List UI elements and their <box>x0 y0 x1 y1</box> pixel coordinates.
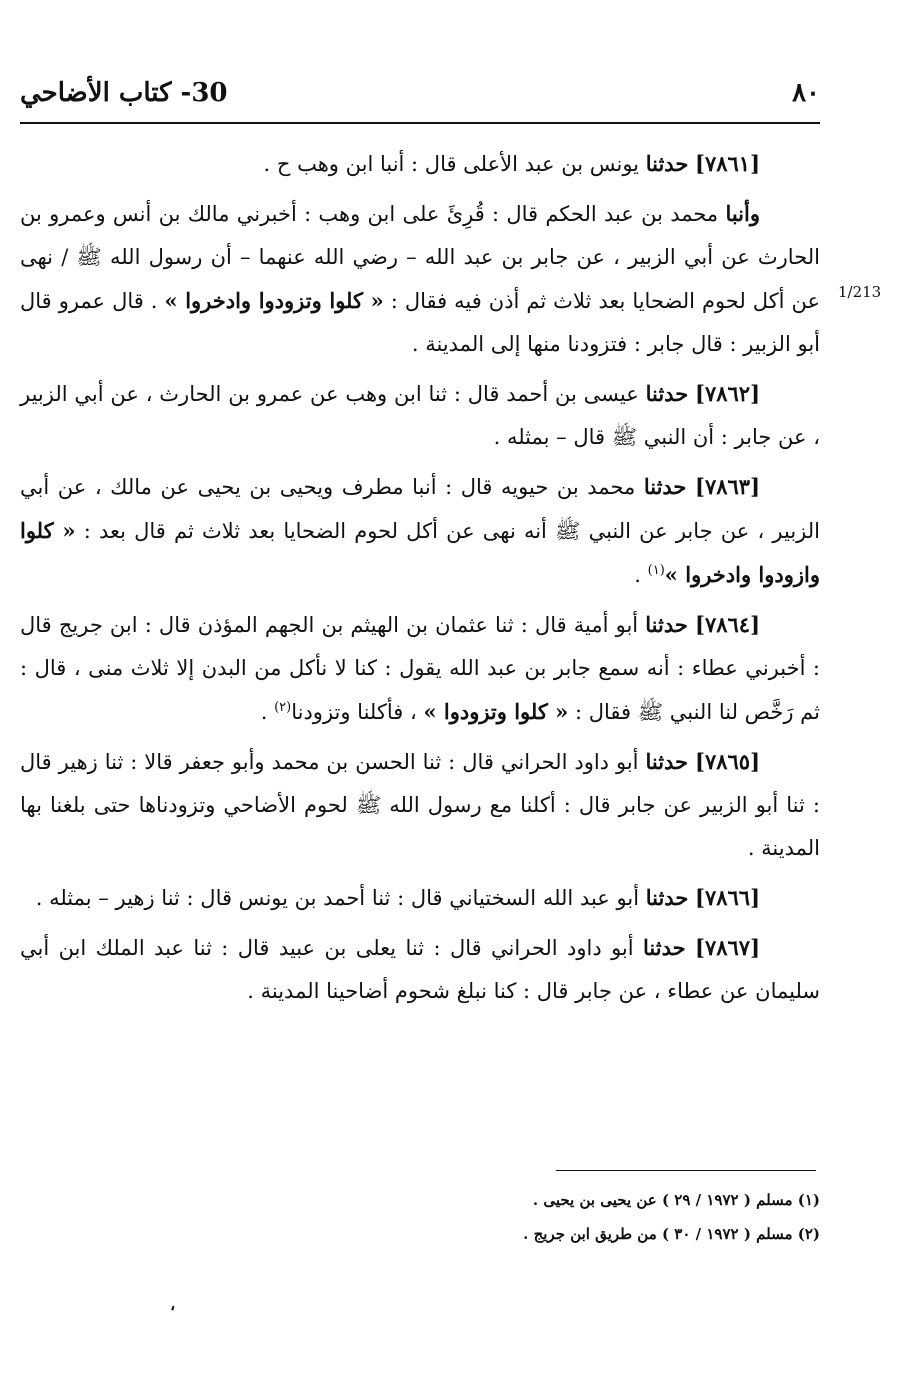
hadith-7864 <box>20 603 820 734</box>
hadith-number: [٧٨٦٤] <box>695 612 760 637</box>
hadith-text-continued: . قال عمرو قال أبو الزبير : قال جابر : فتزودنا منها إلى المدينة . <box>20 289 820 356</box>
hadith-7861 <box>20 142 820 186</box>
hadith-text: عيسى بن أحمد قال : ثنا ابن وهب عن عمرو بن الحارث ، عن أبي الزبير ، عن جابر : أن النبي ﷺ قال – بمثله . <box>20 382 820 449</box>
footnote-rule <box>556 1170 816 1171</box>
hadith-7866 <box>20 876 820 920</box>
footnote-2: (٢) مسلم ( ١٩٧٢ / ٣٠ ) من طريق ابن جريج . <box>523 1225 820 1243</box>
hadith-7865 <box>20 740 820 870</box>
margin-reference: 1/213 <box>838 283 882 301</box>
hadith-text-end: . <box>260 700 275 724</box>
hadith-keyword: حدثنا <box>645 381 689 406</box>
page-header <box>20 78 820 118</box>
prophetic-quote: « كلوا وتزودوا وادخروا » <box>164 288 384 313</box>
chapter-title: 30- كتاب الأضاحي <box>20 78 228 108</box>
hadith-number: [٧٨٦٦] <box>695 885 760 910</box>
hadith-keyword: حدثنا <box>643 935 686 960</box>
hadith-text-continued: ، فأكلنا وتزودنا <box>291 700 424 724</box>
stray-mark: ، <box>170 1295 176 1314</box>
hadith-text: محمد بن حيويه قال : أنبا مطرف ويحيى بن يحيى عن مالك ، عن أبي الزبير ، عن جابر عن النبي ﷺ أنه نهى عن أكل لحوم الضحايا بعد ثلاث ثم قال بعد : <box>20 475 820 543</box>
footnote-marker[interactable]: (١) <box>647 563 665 578</box>
hadith-keyword: حدثنا <box>645 151 689 176</box>
hadith-text: أبو عبد الله السختياني قال : ثنا أحمد بن يونس قال : ثنا زهير – بمثله . <box>35 886 646 910</box>
hadith-keyword: حدثنا <box>645 612 688 637</box>
hadith-number: [٧٨٦٧] <box>695 935 760 960</box>
hadith-keyword: حدثنا <box>645 885 689 910</box>
prophetic-quote: « كلوا وازودوا وادخروا » <box>20 518 820 587</box>
prophetic-quote: « كلوا وتزودوا » <box>423 699 569 724</box>
hadith-number: [٧٨٦٥] <box>695 749 760 774</box>
hadith-text-continued: . <box>634 563 648 587</box>
footnote-1: (١) مسلم ( ١٩٧٢ / ٢٩ ) عن يحيى بن يحيى . <box>532 1191 820 1209</box>
main-text <box>20 142 820 1019</box>
page-number: ٨٠ <box>792 78 820 108</box>
hadith-7861-second-chain <box>20 192 820 366</box>
hadith-keyword: حدثنا <box>645 749 689 774</box>
hadith-keyword: وأنبا <box>725 201 760 226</box>
footnotes <box>20 1183 820 1251</box>
header-rule <box>20 122 820 124</box>
hadith-text: أبو داود الحراني قال : ثنا يعلى بن عبيد قال : ثنا عبد الملك ابن أبي سليمان عن عطاء ، عن جابر قال : كنا نبلغ شحوم أضاحينا المدينة . <box>20 936 820 1003</box>
hadith-number: [٧٨٦١] <box>695 151 760 176</box>
footnote-marker[interactable]: (٢) <box>274 700 292 715</box>
hadith-7863 <box>20 465 820 597</box>
hadith-text: يونس بن عبد الأعلى قال : أنبا ابن وهب ح . <box>263 152 646 176</box>
hadith-keyword: حدثنا <box>643 474 687 499</box>
hadith-text: أبو داود الحراني قال : ثنا الحسن بن محمد وأبو جعفر قالا : ثنا زهير قال : ثنا أبو الزبير عن جابر قال : أكلنا مع رسول الله ﷺ لحوم الأضاحي وتزودناها حتى بلغنا بها المدينة . <box>20 750 820 860</box>
hadith-text: أبو أمية قال : ثنا عثمان بن الهيثم بن الجهم المؤذن قال : ابن جريج قال : أخبرني عطاء : أنه سمع جابر بن عبد الله يقول : كنا لا نأكل من البدن إلا ثلاث منى ، قال : ثم رَخَّص لنا النبي ﷺ فقال : <box>20 613 820 724</box>
hadith-7862 <box>20 372 820 459</box>
hadith-number: [٧٨٦٢] <box>695 381 760 406</box>
hadith-7867 <box>20 926 820 1013</box>
hadith-number: [٧٨٦٣] <box>695 474 760 499</box>
hadith-text: محمد بن عبد الحكم قال : قُرِئَ على ابن وهب : أخبرني مالك بن أنس وعمرو بن الحارث عن أبي الزبير ، عن جابر بن عبد الله – رضي الله عنهما – أن رسول الله ﷺ / نهى عن أكل لحوم الضحايا بعد ثلاث ثم أذن فيه فقال : <box>20 202 820 313</box>
